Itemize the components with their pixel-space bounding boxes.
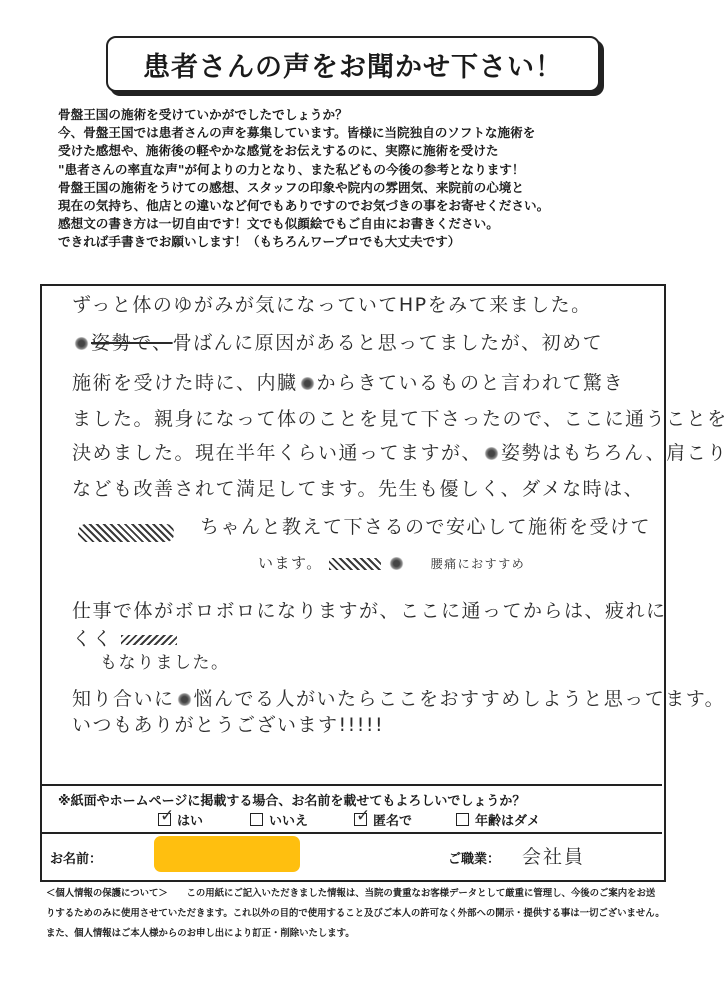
intro-line: 受けた感想や、施術後の軽やかな感覚をお伝えするのに、実際に施術を受けた bbox=[58, 143, 499, 159]
privacy-line: りするためのみに使用させていただきます。これ以外の目的で使用すること及びご本人の許可なく外部への開示・提供する事は一切ございません。 bbox=[46, 908, 665, 919]
option-label: 年齢はダメ bbox=[475, 814, 541, 829]
checkbox[interactable] bbox=[250, 813, 263, 826]
handwritten-text: 知り合いに bbox=[72, 688, 175, 710]
intro-line: "患者さんの率直な声"が何よりの力となり、また私どもの今後の参考となります！ bbox=[58, 161, 525, 177]
handwritten-text: からきているものと言われて驚き bbox=[316, 372, 625, 394]
handwritten-text: 悩んでる人がいたらここをおすすめしようと思ってます。 bbox=[193, 688, 726, 710]
option-anonymous[interactable] bbox=[354, 806, 413, 829]
option-no-age[interactable] bbox=[456, 810, 540, 829]
scribble-mark bbox=[121, 635, 177, 645]
intro-text bbox=[58, 106, 678, 252]
handwritten-line bbox=[72, 328, 652, 355]
name-label: お名前： bbox=[50, 852, 103, 867]
handwritten-line bbox=[72, 438, 728, 465]
privacy-line: ＜個人情報の保護について＞ この用紙にご記入いただきました情報は、当院の貴重なお客様データとして厳重に管理し、今後のご案内をお送 bbox=[46, 888, 656, 899]
option-no[interactable] bbox=[250, 810, 308, 829]
checkbox[interactable] bbox=[456, 813, 469, 826]
intro-line: 現在の気持ち、他店との違いなど何でもありですのでお気づきの事をお寄せください。 bbox=[58, 198, 550, 214]
handwritten-text: 姿勢はもちろん、肩こり bbox=[501, 442, 728, 464]
intro-line: できれば手書きでお願いします！（もちろんワープロでも大丈夫です） bbox=[58, 234, 461, 250]
check-mark-icon: ✓ bbox=[356, 806, 371, 826]
name-redaction bbox=[154, 836, 300, 872]
handwritten-line: ました。親身になって体のことを見て下さったので、ここに通うことを bbox=[72, 408, 728, 430]
checkbox[interactable] bbox=[354, 806, 371, 826]
struck-text: 姿勢で、 bbox=[91, 332, 173, 354]
occupation-label: ご職業： bbox=[448, 852, 501, 867]
handwritten-line: もなりました。 bbox=[100, 653, 230, 673]
handwritten-line: なども改善されて満足してます。先生も優しく、ダメな時は、 bbox=[72, 478, 645, 500]
scribble-mark bbox=[484, 447, 499, 460]
scribble-mark bbox=[177, 693, 192, 706]
handwritten-line bbox=[72, 368, 652, 395]
handwritten-line bbox=[72, 624, 652, 651]
intro-line: 今、骨盤王国では患者さんの声を募集しています。皆様に当院独自のソフトな施術を bbox=[58, 125, 536, 141]
handwritten-text: くく bbox=[72, 628, 114, 650]
scribble-mark bbox=[74, 337, 89, 350]
divider bbox=[40, 832, 662, 834]
handwritten-text: います。 bbox=[258, 554, 323, 572]
intro-line: 感想文の書き方は一切自由です！文でも似顔絵でもご自由にお書きください。 bbox=[58, 216, 499, 232]
handwritten-line bbox=[258, 552, 658, 573]
privacy-line: また、個人情報はご本人様からのお申し出により訂正・削除いたします。 bbox=[46, 928, 355, 939]
handwritten-line: ちゃんと教えて下さるので安心して施術を受けて bbox=[200, 516, 652, 538]
scribble-mark bbox=[300, 377, 315, 390]
handwritten-text: 腰痛におすすめ bbox=[430, 557, 526, 571]
handwritten-text: 決めました。現在半年くらい通ってますが、 bbox=[72, 442, 483, 464]
scribble-mark bbox=[329, 558, 381, 570]
option-yes[interactable] bbox=[158, 806, 204, 829]
occupation-value: 会社員 bbox=[522, 846, 586, 868]
intro-line: 骨盤王国の施術をうけての感想、スタッフの印象や院内の雰囲気、来院前の心境と bbox=[58, 179, 524, 195]
scribble-mark bbox=[389, 557, 404, 570]
handwritten-line: ずっと体のゆがみが気になっていてHPをみて来ました。 bbox=[72, 294, 592, 316]
privacy-notice bbox=[46, 884, 676, 944]
option-label: はい bbox=[177, 814, 204, 829]
handwritten-line bbox=[72, 684, 726, 711]
checkbox[interactable] bbox=[158, 806, 175, 826]
handwritten-text: 骨ばんに原因があると思ってましたが、初めて bbox=[172, 332, 604, 354]
handwritten-line: 仕事で体がボロボロになりますが、ここに通ってからは、疲れに bbox=[72, 600, 667, 622]
check-mark-icon: ✓ bbox=[160, 806, 175, 826]
page-title: 患者さんの声をお聞かせ下さい！ bbox=[143, 51, 563, 83]
option-label: 匿名で bbox=[373, 814, 413, 829]
consent-question: ※紙面やホームページに掲載する場合、お名前を載せてもよろしいでしょうか？ bbox=[58, 794, 526, 809]
intro-line: 骨盤王国の施術を受けていかがでしたでしょうか？ bbox=[58, 107, 348, 122]
scribble-mark bbox=[78, 524, 174, 542]
handwritten-text: 施術を受けた時に、内臓 bbox=[72, 372, 298, 394]
handwritten-line: いつもありがとうございます!!!!! bbox=[72, 714, 385, 736]
title-box bbox=[106, 36, 600, 92]
option-label: いいえ bbox=[269, 814, 309, 829]
